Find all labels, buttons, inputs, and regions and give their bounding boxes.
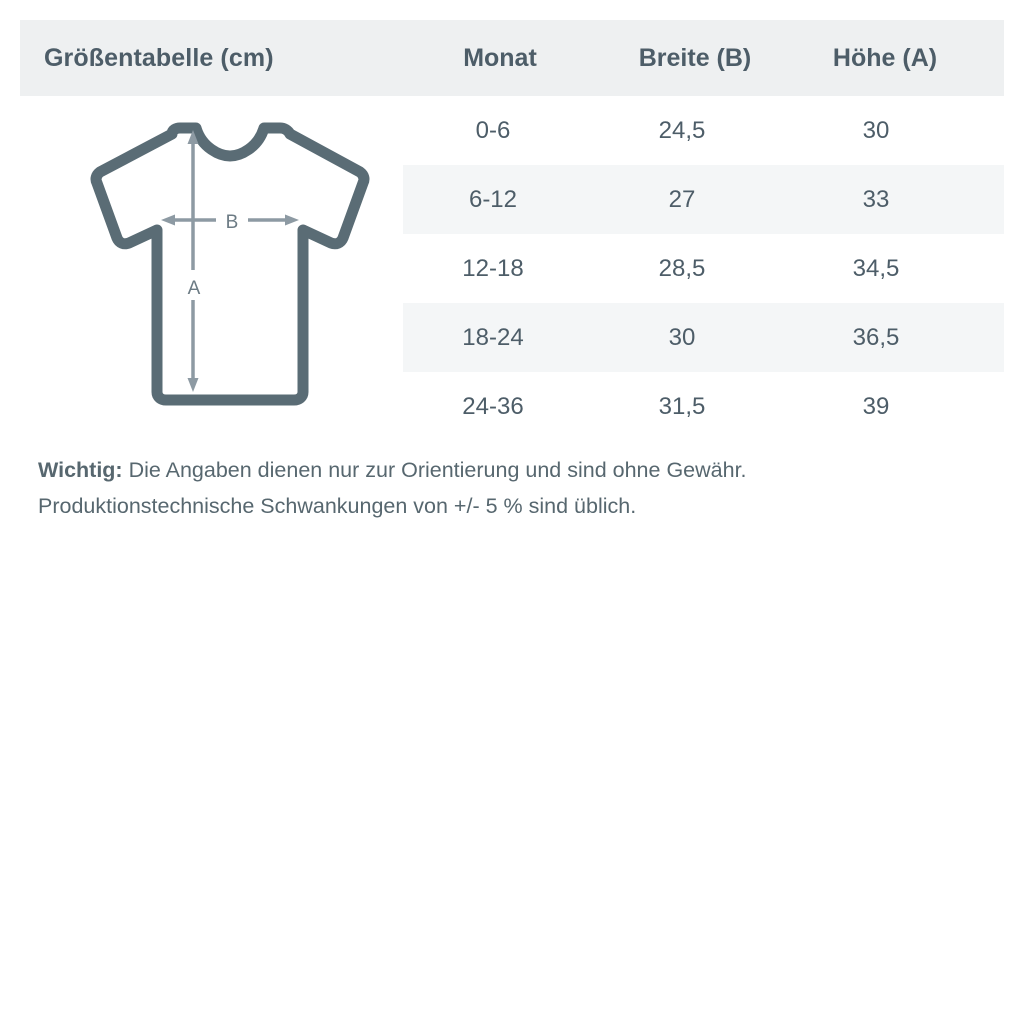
cell-width: 28,5 [658,254,706,282]
column-header-month: Monat [463,43,537,72]
disclaimer-line1: Die Angaben dienen nur zur Orientierung und sind ohne Gewähr. [122,458,747,482]
cell-height: 33 [862,185,890,213]
disclaimer-lead: Wichtig: [38,458,123,482]
tshirt-diagram [60,120,400,430]
table-row [403,165,1004,234]
disclaimer-note [38,452,988,524]
cell-width: 27 [668,185,696,213]
size-table-body [403,96,1004,441]
cell-height: 39 [862,392,890,420]
cell-height: 34,5 [852,254,900,282]
page-title: Größentabelle (cm) [44,43,274,72]
column-header-height: Höhe (A) [832,43,938,72]
cell-month: 24-36 [462,392,524,420]
cell-month: 18-24 [462,323,524,351]
cell-month: 12-18 [462,254,524,282]
cell-month: 0-6 [475,116,511,144]
table-row [403,234,1004,303]
table-row [403,372,1004,441]
cell-width: 31,5 [658,392,706,420]
cell-height: 30 [862,116,890,144]
tshirt-icon [60,120,400,430]
cell-width: 24,5 [658,116,706,144]
label-height: A [187,278,201,299]
column-header-width: Breite (B) [638,43,752,72]
table-row [403,303,1004,372]
disclaimer-line2: Produktionstechnische Schwankungen von +/- 5 % sind üblich. [38,494,637,518]
cell-width: 30 [668,323,696,351]
cell-month: 6-12 [468,185,518,213]
label-width: B [225,212,239,233]
cell-height: 36,5 [852,323,900,351]
table-row [403,96,1004,165]
table-header-row [20,20,1004,96]
